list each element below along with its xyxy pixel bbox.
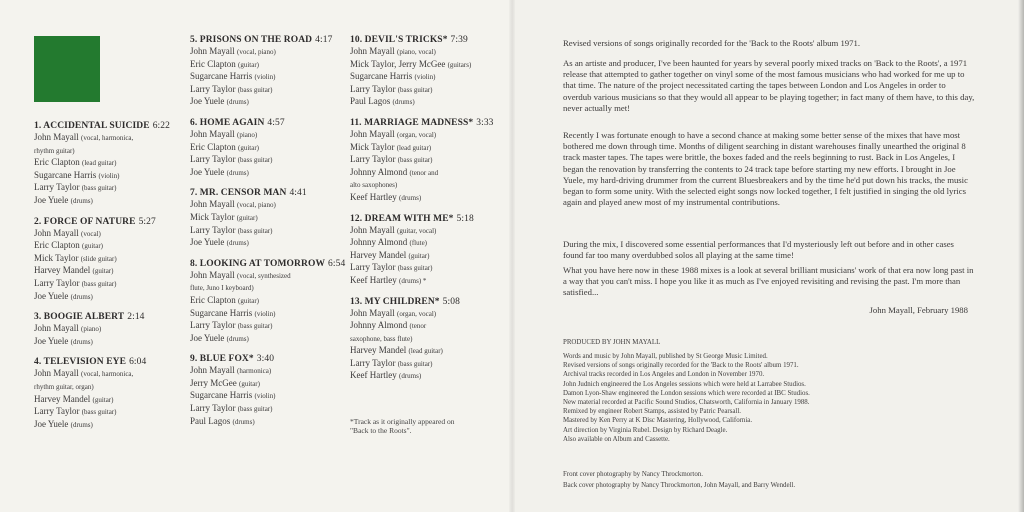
credit-line	[190, 129, 350, 142]
musician-name: Harvey Mandel	[350, 249, 407, 260]
musician-role: (drums)	[70, 420, 93, 429]
musician-role: (drums)	[226, 98, 249, 107]
musician-role: (flute)	[409, 239, 428, 248]
track-duration: 4:17	[315, 35, 333, 45]
musician-name: Sugarcane Harris	[350, 71, 413, 82]
liner-paragraph-4: What you have here now in these 1988 mixes is a look at several brilliant musicians' work of that era now long past in a way that you can't miss. I hope you like it as much as I've enjoyed revisiting and revising the past. I'm more than satisfied...	[563, 265, 974, 298]
track-title	[34, 217, 184, 228]
musician-role: (drums)	[232, 417, 255, 426]
musician-name: Joe Yuele	[190, 332, 225, 343]
liner-intro: Revised versions of songs originally recorded for the 'Back to the Roots' album 1971.	[563, 38, 861, 48]
credit-line	[190, 320, 350, 333]
credit-line	[190, 365, 350, 378]
credit-line	[34, 228, 184, 241]
musician-name: John Mayall	[190, 128, 235, 139]
credit-line	[34, 419, 184, 432]
credit-line	[350, 167, 505, 180]
credit-line	[350, 96, 505, 109]
production-credits	[563, 352, 983, 444]
track-name: 5. PRISONS ON THE ROAD	[190, 35, 313, 45]
credit-line	[34, 278, 184, 291]
credit-line	[34, 170, 184, 183]
credit-line	[34, 132, 184, 145]
photo-credits	[563, 470, 983, 492]
musician-name: John Mayall	[34, 227, 79, 238]
musician-name: Larry Taylor	[350, 154, 396, 165]
musician-role: alto saxophones)	[350, 181, 398, 190]
credit-line	[350, 333, 505, 346]
track-name: 6. HOME AGAIN	[190, 117, 265, 128]
musician-role: (vocal, piano)	[237, 48, 276, 56]
musician-name: Joe Yuele	[34, 290, 69, 301]
musician-role: (harmonica)	[237, 367, 272, 376]
photo-credit-line: Back cover photography by Nancy Throckmorton, John Mayall, and Barry Wendell.	[563, 482, 796, 490]
credit-line	[190, 199, 350, 212]
production-credit-line: John Judnich engineered the Los Angeles sessions which were held at Larrabee Studios.	[563, 380, 806, 388]
musician-role: (violin)	[98, 171, 120, 180]
musician-name: Larry Taylor	[34, 182, 80, 193]
track-duration: 3:33	[476, 117, 494, 128]
musician-name: Joe Yuele	[34, 335, 69, 346]
credit-line	[350, 192, 505, 205]
musician-name: John Mayall	[190, 269, 235, 280]
musician-name: Harvey Mandel	[34, 265, 91, 276]
track-title	[34, 121, 184, 132]
tracklist-column-2	[190, 35, 350, 437]
musician-role: flute, Juno I keyboard)	[190, 284, 254, 293]
musician-role: (guitar)	[238, 379, 260, 388]
musician-role: (guitar)	[238, 60, 259, 69]
musician-name: John Mayall	[34, 323, 79, 334]
credit-line	[34, 240, 184, 253]
musician-role: (organ, vocal)	[397, 130, 437, 139]
credit-line	[350, 59, 505, 72]
credit-line	[350, 370, 505, 383]
musician-role: (vocal, harmonica,	[81, 134, 134, 142]
tracklist-column-3	[350, 35, 505, 392]
musician-name: Joe Yuele	[190, 96, 225, 107]
musician-role: (drums)	[398, 372, 422, 381]
credit-line	[190, 71, 350, 84]
musician-name: Johnny Almond	[350, 237, 408, 248]
track-duration: 4:57	[267, 117, 285, 128]
track-duration: 6:54	[328, 258, 346, 269]
musician-name: Larry Taylor	[34, 277, 80, 288]
musician-role: (drums)	[226, 239, 249, 248]
track-duration: 6:22	[152, 121, 170, 131]
musician-name: Eric Clapton	[34, 240, 80, 251]
musician-name: Harvey Mandel	[350, 345, 407, 356]
musician-name: Larry Taylor	[350, 83, 396, 94]
tracklist-column-1	[34, 121, 184, 440]
track-title	[190, 35, 350, 46]
musician-role: (tenor and	[409, 168, 439, 177]
credit-line	[190, 225, 350, 238]
track-name: 8. LOOKING AT TOMORROW	[190, 258, 326, 269]
credit-line	[350, 308, 505, 321]
credit-line	[350, 320, 505, 333]
musician-name: John Mayall	[350, 46, 395, 56]
credit-line	[34, 145, 184, 158]
liner-paragraph-3: During the mix, I discovered some essential performances that I'd mysteriously left out before and in other cases found far too many overdubbed solos all playing at the same time!	[563, 239, 954, 261]
musician-role: (piano)	[237, 130, 258, 139]
musician-role: (bass guitar)	[397, 156, 433, 165]
musician-name: Mick Taylor	[34, 252, 79, 263]
musician-name: Eric Clapton	[190, 141, 236, 152]
musician-name: Sugarcane Harris	[190, 71, 253, 82]
musician-name: Larry Taylor	[190, 154, 236, 165]
right-edge-shadow	[1018, 0, 1024, 512]
credit-line	[34, 195, 184, 208]
track-name: 10. DEVIL'S TRICKS*	[350, 35, 448, 45]
musician-name: Larry Taylor	[34, 406, 80, 417]
green-square-logo	[34, 36, 100, 102]
musician-name: Joe Yuele	[34, 418, 69, 429]
musician-role: (bass guitar)	[397, 85, 433, 94]
musician-role: (drums)	[226, 334, 249, 343]
musician-role: (bass guitar)	[81, 279, 117, 288]
musician-name: Jerry McGee	[190, 377, 237, 388]
musician-name: Mick Taylor	[350, 141, 395, 152]
musician-role: (lead guitar)	[408, 347, 443, 356]
credit-line	[350, 46, 505, 59]
credit-line	[350, 262, 505, 275]
musician-role: (drums)	[70, 337, 93, 346]
musician-name: Larry Taylor	[350, 262, 396, 273]
track-duration: 4:41	[289, 188, 307, 199]
production-credit-line: Also available on Album and Cassette.	[563, 435, 670, 443]
credit-line	[190, 333, 350, 346]
footnote-line: "Back to the Roots".	[350, 426, 412, 435]
credit-line	[190, 416, 350, 429]
credit-line	[350, 142, 505, 155]
musician-role: (drums)	[70, 292, 93, 301]
track-title	[190, 354, 350, 365]
musician-name: John Mayall	[350, 307, 395, 318]
musician-role: (drums) *	[398, 276, 427, 285]
credit-line	[190, 308, 350, 321]
musician-role: (lead guitar)	[396, 143, 432, 152]
credit-line	[350, 71, 505, 84]
credit-line	[190, 295, 350, 308]
musician-name: Keef Hartley	[350, 370, 397, 381]
credit-line	[190, 403, 350, 416]
musician-role: (bass guitar)	[237, 226, 273, 235]
musician-name: John Mayall	[350, 224, 395, 235]
musician-name: Mick Taylor	[190, 211, 235, 222]
track-title	[34, 312, 184, 323]
musician-name: Eric Clapton	[190, 294, 236, 305]
musician-name: Larry Taylor	[190, 83, 236, 94]
musician-name: Joe Yuele	[190, 166, 225, 177]
musician-name: Sugarcane Harris	[190, 390, 253, 401]
musician-role: (guitar)	[238, 296, 259, 305]
musician-name: John Mayall	[350, 128, 395, 139]
track	[350, 35, 505, 109]
track	[190, 118, 350, 179]
credit-line	[350, 129, 505, 142]
track-title	[350, 297, 505, 308]
credit-line	[350, 345, 505, 358]
musician-role: (drums)	[70, 196, 93, 205]
musician-role: (piano, vocal)	[397, 48, 436, 56]
credit-line	[350, 250, 505, 263]
credit-line	[190, 46, 350, 59]
musician-role: saxophone, bass flute)	[350, 334, 413, 343]
credit-line	[34, 291, 184, 304]
musician-name: Sugarcane Harris	[190, 307, 253, 318]
musician-role: (guitar)	[408, 251, 430, 260]
musician-role: (violin)	[254, 309, 276, 318]
credit-line	[34, 368, 184, 381]
musician-role: (bass guitar)	[237, 156, 273, 165]
musician-role: rhythm guitar, organ)	[34, 382, 94, 391]
credit-line	[350, 237, 505, 250]
track-title	[190, 118, 350, 129]
musician-role: (bass guitar)	[237, 405, 273, 414]
track-duration: 6:04	[129, 357, 147, 368]
musician-role: (violin)	[414, 73, 436, 82]
track-name: 13. MY CHILDREN*	[350, 296, 440, 307]
production-credit-line: Damon Lyon-Shaw engineered the London sessions which were recorded at IBC Studios.	[563, 389, 810, 397]
musician-role: rhythm guitar)	[34, 146, 75, 155]
musician-name: Harvey Mandel	[34, 393, 91, 404]
musician-role: (lead guitar)	[82, 159, 117, 168]
credit-line	[350, 358, 505, 371]
musician-name: John Mayall	[34, 132, 79, 142]
track	[34, 121, 184, 208]
credit-line	[350, 225, 505, 238]
track-duration: 3:40	[256, 354, 275, 365]
footnote	[350, 417, 455, 435]
track	[34, 217, 184, 304]
musician-name: Keef Hartley	[350, 191, 397, 202]
track	[190, 35, 350, 109]
track-duration: 5:27	[138, 216, 156, 227]
credit-line	[190, 96, 350, 109]
credit-line	[34, 336, 184, 349]
photo-credit-line: Front cover photography by Nancy Throckmorton.	[563, 471, 703, 478]
musician-name: Joe Yuele	[34, 194, 69, 205]
credit-line	[34, 394, 184, 407]
liner-paragraph-1: As an artiste and producer, I've been haunted for years by several poorly mixed tracks on 'Back to the Roots', a 1971 release that attempted to gather together on vinyl some of the most famous musicians who had worked for me up to that time. The nature of the project necessitated carting the tapes between London and Los Angeles in order to overdub various musicians so that they would all appear to be playing together; in fact many of them have, to this day, never actually met!	[563, 58, 975, 113]
produced-by: PRODUCED BY JOHN MAYALL	[563, 339, 661, 346]
musician-role: (guitar)	[92, 395, 114, 404]
musician-name: Johnny Almond	[350, 320, 408, 331]
musician-role: (bass guitar)	[81, 184, 117, 193]
credit-line	[190, 282, 350, 295]
musician-role: (organ, vocal)	[397, 309, 437, 318]
musician-role: (bass guitar)	[397, 264, 433, 273]
track	[34, 357, 184, 431]
musician-role: (bass guitar)	[81, 408, 117, 417]
musician-role: (piano)	[81, 325, 102, 334]
track-title	[190, 259, 350, 270]
track-name: 3. BOOGIE ALBERT	[34, 312, 125, 323]
musician-name: John Mayall	[190, 46, 235, 56]
track	[34, 312, 184, 348]
track-name: 9. BLUE FOX*	[190, 354, 254, 365]
track	[350, 297, 505, 384]
credit-line	[34, 323, 184, 336]
musician-role: (slide guitar)	[80, 254, 117, 263]
track	[190, 188, 350, 249]
track-name: 1. ACCIDENTAL SUICIDE	[34, 121, 150, 131]
musician-name: Larry Taylor	[190, 403, 236, 414]
musician-role: (guitar)	[92, 267, 114, 276]
credit-line	[190, 390, 350, 403]
track-name: 2. FORCE OF NATURE	[34, 216, 136, 227]
credit-line	[190, 167, 350, 180]
musician-name: Larry Taylor	[190, 320, 236, 331]
credit-line	[190, 154, 350, 167]
musician-name: Larry Taylor	[190, 224, 236, 235]
musician-role: (vocal, piano)	[237, 201, 276, 210]
track-title	[350, 214, 505, 225]
production-credit-line: Remixed by engineer Robert Stamps, assisted by Patric Pearsall.	[563, 408, 741, 416]
track	[350, 214, 505, 288]
musician-name: Paul Lagos	[350, 96, 391, 107]
musician-role: (guitar, vocal)	[397, 226, 437, 235]
track-name: 11. MARRIAGE MADNESS*	[350, 117, 474, 128]
track-title	[350, 118, 505, 129]
credit-line	[190, 378, 350, 391]
musician-name: Joe Yuele	[190, 237, 225, 248]
musician-role: (violin)	[254, 73, 276, 82]
signature: John Mayall, February 1988	[869, 305, 968, 315]
musician-role: (guitar)	[82, 242, 103, 251]
credit-line	[190, 212, 350, 225]
track-duration: 5:18	[456, 213, 474, 224]
track-duration: 5:08	[442, 296, 460, 307]
musician-name: Eric Clapton	[34, 157, 80, 168]
track-name: 7. MR. CENSOR MAN	[190, 188, 287, 199]
musician-role: (vocal)	[81, 229, 101, 238]
musician-role: (guitars)	[447, 60, 472, 69]
credit-line	[350, 275, 505, 288]
credit-line	[350, 84, 505, 97]
track-name: 12. DREAM WITH ME*	[350, 213, 454, 224]
musician-role: (bass guitar)	[397, 359, 433, 368]
production-credit-line: Mastered by Ken Perry at K Disc Mastering, Hollywood, California.	[563, 417, 753, 425]
musician-role: (bass guitar)	[237, 85, 273, 94]
credit-line	[190, 270, 350, 283]
track-title	[350, 35, 505, 46]
track-title	[190, 188, 350, 199]
track-name: 4. TELEVISION EYE	[34, 357, 127, 368]
credit-line	[190, 142, 350, 155]
credit-line	[34, 253, 184, 266]
musician-name: John Mayall	[190, 365, 235, 376]
credit-line	[190, 237, 350, 250]
track-duration: 7:39	[450, 35, 468, 45]
production-credit-line: Art direction by Virginia Rubel. Design by Richard Deagle.	[563, 426, 728, 434]
production-credit-line: Words and music by John Mayall, published by St George Music Limited.	[563, 353, 768, 360]
musician-name: John Mayall	[34, 368, 79, 379]
track-title	[34, 357, 184, 368]
page-fold	[509, 0, 515, 512]
musician-role: (vocal, synthesized	[237, 271, 291, 280]
musician-role: (bass guitar)	[237, 322, 273, 331]
credit-line	[34, 381, 184, 394]
musician-role: (guitar)	[238, 143, 259, 152]
production-credit-line: Archival tracks recorded in Los Angeles and London in November 1970.	[563, 371, 765, 379]
footnote-line: *Track as it originally appeared on	[350, 417, 455, 426]
credit-line	[350, 154, 505, 167]
musician-name: Eric Clapton	[190, 58, 236, 69]
musician-role: (guitar)	[236, 213, 258, 222]
track	[350, 118, 505, 205]
credit-line	[350, 179, 505, 192]
track	[190, 259, 350, 346]
production-credit-line: New material recorded at Pacific Sound Studios, Chatsworth, California in January 1988.	[563, 399, 810, 407]
musician-role: (drums)	[392, 98, 415, 107]
credit-line	[34, 265, 184, 278]
liner-paragraph-2: Recently I was fortunate enough to have a second chance at making some better sense of the mixes that have most bothered me down through time. Months of diligent searching in distant warehouses finally unearthed the original 8 track master tapes. The tapes were brittle, the boxes faded and the reels beginning to rust. Back in Los Angeles, I began the renovation by transferring the contents to 24 track tape before starting my new efforts. I brought in Joe Yuele, my hard-driving drummer from the current Bluesbreakers and by the time he'd put down his tracks, the music began to form some unity. With the selected eight songs now locked together, I felt justified in singing the old lyrics again and played anew most of my instrumental contributions.	[563, 130, 968, 208]
musician-name: Johnny Almond	[350, 166, 408, 177]
musician-role: (drums)	[226, 168, 249, 177]
musician-role: (tenor	[409, 322, 427, 331]
musician-name: Larry Taylor	[350, 357, 396, 368]
musician-name: Keef Hartley	[350, 274, 397, 285]
musician-role: (violin)	[254, 392, 276, 401]
production-credit-line: Revised versions of songs originally recorded for the 'Back to the Roots' album 1971.	[563, 362, 799, 370]
credit-line	[34, 182, 184, 195]
credit-line	[190, 59, 350, 72]
track-duration: 2:14	[127, 312, 145, 323]
track	[190, 354, 350, 428]
musician-role: (vocal, harmonica,	[81, 370, 134, 379]
musician-name: Paul Lagos	[190, 415, 231, 426]
credit-line	[34, 157, 184, 170]
musician-role: (drums)	[398, 193, 422, 202]
credit-line	[34, 406, 184, 419]
musician-name: John Mayall	[190, 199, 235, 210]
credit-line	[190, 84, 350, 97]
musician-name: Sugarcane Harris	[34, 169, 97, 180]
musician-name: Mick Taylor, Jerry McGee	[350, 58, 446, 69]
